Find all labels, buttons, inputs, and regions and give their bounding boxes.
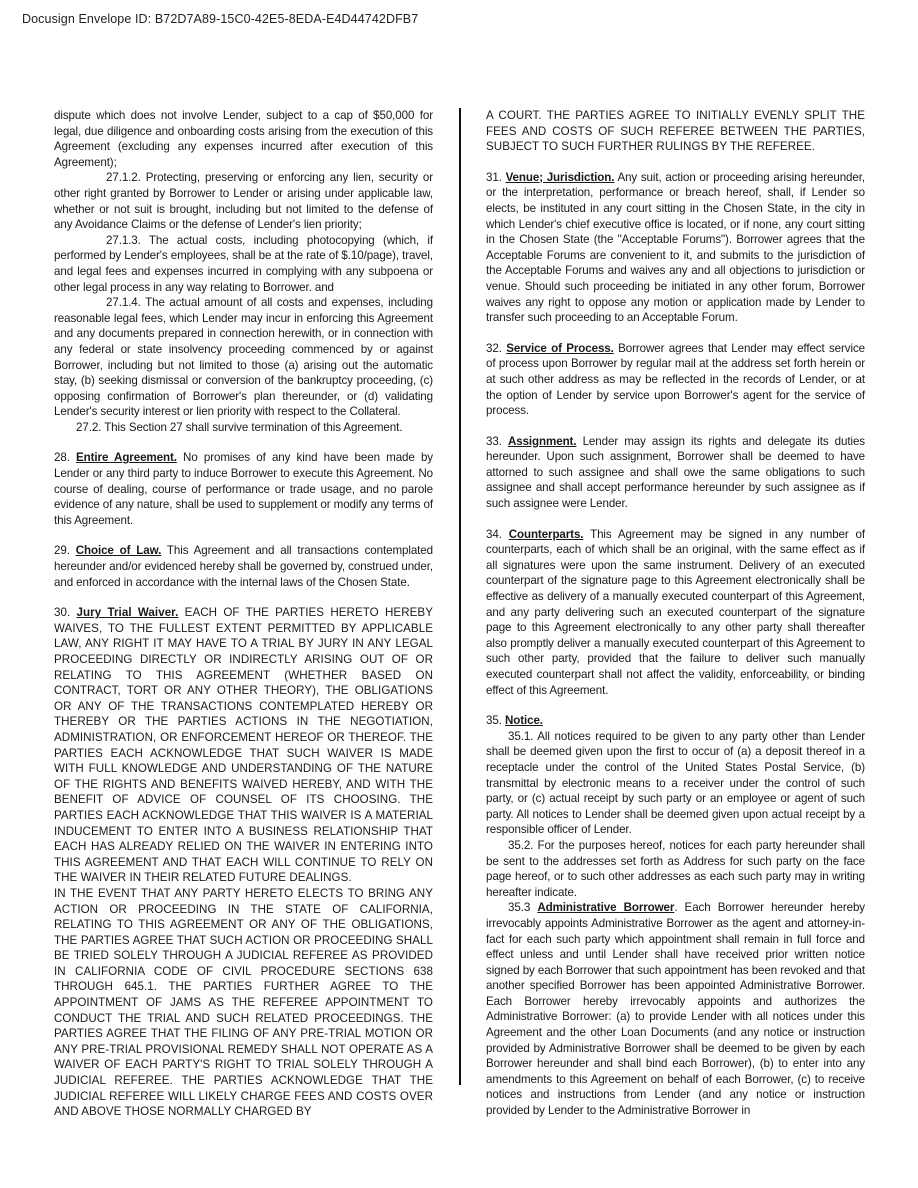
section-number: 35. xyxy=(486,714,502,728)
section-body: Lender may assign its rights and delegate its duties hereunder. Upon such assignment, Borrower shall be deemed to have attorned to such assignee and shall owe the same obligations to such assignee and shall accept performance hereunder by such assignee as if such assignee were Lender. xyxy=(486,434,866,511)
section-body: This Agreement may be signed in any number of counterparts, each of which shall be an original, with the same effect as if all signatures were upon the same instrument. Delivery of an executed counterpart of the signature page to this Agreement electronically shall be effective as delivery of a manually executed counterpart of this Agreement, and any party delivering such an executed counterpart of the signature page to this Agreement electronically to any other party shall thereafter also promptly deliver a manually executed counterpart of this Agreement to such other party, provided that the failure to deliver such manually executed counterpart shall not affect the validity, enforceability, or binding effect of this Agreement. xyxy=(486,527,865,697)
section-heading: Choice of Law. xyxy=(75,544,162,558)
paragraph-27-1-4: 27.1.4. The actual amount of all costs and expenses, including reasonable legal fees, which Lender may incur in enforcing this Agreement and any documents prepared in connection herewith, or in connection with any federal or state insolvency proceeding commenced by or against Borrower, including but not limited to those (a) arising out the automatic stay, (b) seeking dismissal or conversion of the bankruptcy proceeding, (c) opposing confirmation of Borrower's plan thereunder, or (d) validating Lender's security interest or lien priority with respect to the Collateral. xyxy=(54,296,433,419)
section-heading: Service of Process. xyxy=(506,341,614,355)
section-heading: Notice. xyxy=(504,714,543,728)
section-28 xyxy=(54,450,433,528)
section-heading: Venue; Jurisdiction. xyxy=(505,170,615,184)
section-32 xyxy=(486,341,865,419)
section-heading: Counterparts. xyxy=(508,527,584,541)
section-heading: Jury Trial Waiver. xyxy=(76,606,179,620)
paragraph-35-3 xyxy=(486,900,865,1118)
section-number: 28. xyxy=(54,451,70,465)
paragraph-27-1-2: 27.1.2. Protecting, preserving or enforcing any lien, security or other right granted by Borrower to Lender or arising under applicable law, whether or not suit is brought, including but not limited to the defense of any Avoidance Claims or the defense of Lender's lien priority; xyxy=(54,171,433,232)
paragraph-27-1-3: 27.1.3. The actual costs, including photocopying (which, if performed by Lender's employees, shall be at the rate of $.10/page), travel, and legal fees and expenses incurred in complying with any subpoena or other legal process in any way relating to Borrower. and xyxy=(54,233,433,294)
section-number: 30. xyxy=(54,606,71,620)
section-body: EACH OF THE PARTIES HERETO HEREBY WAIVES, TO THE FULLEST EXTENT PERMITTED BY APPLICABLE LAW, ANY RIGHT IT MAY HAVE TO A TRIAL BY JURY IN ANY LEGAL PROCEEDING DIRECTLY OR INDIRECTLY ARISING OUT OF OR RELATING TO THIS AGREEMENT (WHETHER BASED ON CONTRACT, TORT OR ANY OTHER THEORY), THE OBLIGATIONS OR ANY OF THE TRANSACTIONS CONTEMPLATED HEREBY OR THEREBY OR THE PARTIES ACTIONS IN THE NEGOTIATION, ADMINISTRATION, OR ENFORCEMENT HEREOF OR THEREOF. THE PARTIES EACH ACKNOWLEDGE THAT SUCH WAIVER IS MADE WITH FULL KNOWLEDGE AND UNDERSTANDING OF THE NATURE OF THE RIGHTS AND BENEFITS WAIVED HEREBY, AND WITH THE BENEFIT OF ADVICE OF COUNSEL OF ITS CHOOSING. THE PARTIES EACH ACKNOWLEDGE THAT THIS WAIVER IS A MATERIAL INDUCEMENT TO ENTER INTO A BUSINESS RELATIONSHIP THAT EACH HAS ALREADY RELIED ON THE WAIVER IN ENTERING INTO THIS AGREEMENT AND THAT EACH WILL CONTINUE TO RELY ON THE WAIVER IN THEIR RELATED FUTURE DEALINGS. xyxy=(54,606,433,885)
section-34 xyxy=(486,527,865,699)
section-number: 31. xyxy=(486,170,502,184)
section-heading: Entire Agreement. xyxy=(76,451,177,465)
section-33 xyxy=(486,434,865,512)
paragraph-27-1-1-cont: dispute which does not involve Lender, subject to a cap of $50,000 for legal, due diligence and onboarding costs arising from the execution of this Agreement (excluding any expenses incurred after execution of this Agreement); xyxy=(54,109,433,169)
section-number: 32. xyxy=(486,341,502,355)
section-number: 35.3 xyxy=(508,901,531,915)
section-29 xyxy=(54,543,433,590)
section-body: Borrower agrees that Lender may effect service of process upon Borrower by regular mail at the address set forth herein or at such other address as may be reflected in the records of Lender, or at the option of Lender by service upon Borrower's agent for the service of process. xyxy=(486,341,866,418)
paragraph-27-2: 27.2. This Section 27 shall survive termination of this Agreement. xyxy=(76,420,403,434)
right-column xyxy=(486,108,865,1119)
column-divider xyxy=(459,108,461,1085)
section-30-tail: A COURT. THE PARTIES AGREE TO INITIALLY EVENLY SPLIT THE FEES AND COSTS OF SUCH REFEREE BETWEEN THE PARTIES, SUBJECT TO SUCH FURTHER RULINGS BY THE REFEREE. xyxy=(486,109,865,154)
section-number: 34. xyxy=(486,527,502,541)
section-number: 29. xyxy=(54,544,70,558)
section-31 xyxy=(486,170,865,326)
section-body: . Each Borrower hereunder hereby irrevocably appoints Administrative Borrower as the agent and attorney-in-fact for each such party which appointment shall remain in full force and effect unless and until Lender shall have received prior written notice signed by each Borrower that such appointment has been revoked and that another specified Borrower has been appointed Administrative Borrower. Each Borrower hereby irrevocably appoints and authorizes the Administrative Borrower: (a) to provide Lender with all notices under this Agreement and the other Loan Documents (and any notice or instruction provided by Administrative Borrower shall be deemed to be given by each Borrower hereunder and shall bind each Borrower), (b) to enter into any amendments to this Agreement on behalf of each Borrower, (c) to receive notices and instructions from Lender (and any notice or instruction provided by Lender to the Administrative Borrower in xyxy=(486,901,866,1118)
section-body: Any suit, action or proceeding arising hereunder, or the interpretation, performance or breach hereof, shall, if Lender so elects, be instituted in any court sitting in the Chosen State, in the city in which Lender's chief executive office is located, or if none, any court sitting in the Chosen State (the "Acceptable Forums"). Borrower agrees that the Acceptable Forums are convenient to it, and submits to the jurisdiction of the Acceptable Forums and waives any and all objections to jurisdiction or venue. Should such proceeding be initiated in any other forum, Borrower waives any right to oppose any motion or application made by Lender to transfer such proceeding to an Acceptable Forum. xyxy=(486,170,865,325)
section-30 xyxy=(54,605,433,886)
left-column xyxy=(54,108,433,1120)
envelope-id: Docusign Envelope ID: B72D7A89-15C0-42E5-8EDA-E4D44742DFB7 xyxy=(22,12,419,26)
section-heading: Assignment. xyxy=(507,434,577,448)
section-number: 33. xyxy=(486,434,502,448)
section-heading: Administrative Borrower xyxy=(537,901,675,915)
paragraph-35-1: 35.1. All notices required to be given to any party other than Lender shall be deemed given upon the first to occur of (a) a deposit thereof in a receptacle under the control of the United States Postal Service, (b) transmittal by electronic means to a receiver under the control of such party, or (c) actual receipt by such party or an employee or agent of such party. All notices to Lender shall be deemed given upon actual receipt by a responsible officer of Lender. xyxy=(486,729,865,837)
section-30-continuation: IN THE EVENT THAT ANY PARTY HERETO ELECTS TO BRING ANY ACTION OR PROCEEDING IN THE STATE OF CALIFORNIA, RELATING TO THIS AGREEMENT OR ANY OF THE OBLIGATIONS, THE PARTIES AGREE THAT SUCH ACTION OR PROCEEDING SHALL BE TRIED SOLELY THROUGH A JUDICIAL REFEREE AS PROVIDED IN CALIFORNIA CODE OF CIVIL PROCEDURE SECTIONS 638 THROUGH 645.1. THE PARTIES FURTHER AGREE TO THE APPOINTMENT OF JAMS AS THE REFEREE APPOINTMENT TO CONDUCT THE TRIAL AND SUCH RELATED PROCEEDINGS. THE PARTIES AGREE THAT THE FILING OF ANY PRE-TRIAL MOTION OR ANY PRE-TRIAL PROVISIONAL REMEDY SHALL NOT OPERATE AS A WAIVER OF EACH PARTY'S RIGHT TO TRIAL SOLELY THROUGH A JUDICIAL REFEREE. THE PARTIES ACKNOWLEDGE THAT THE JUDICIAL REFEREE WILL LIKELY CHARGE FEES AND COSTS OVER AND ABOVE THOSE NORMALLY CHARGED BY xyxy=(54,886,433,1119)
section-body: No promises of any kind have been made by Lender or any third party to induce Borrower to execute this Agreement. No course of dealing, course of performance or trade usage, and no parole evidence of any nature, shall be used to supplement or modify any terms of this Agreement. xyxy=(54,451,433,527)
section-body: This Agreement and all transactions contemplated hereunder and/or evidenced hereby shall be governed by, construed under, and enforced in accordance with the internal laws of the Chosen State. xyxy=(54,544,434,589)
paragraph-35-2: 35.2. For the purposes hereof, notices for each party hereunder shall be sent to the addresses set forth as Address for such party on the face page hereof, or to such other addresses as each such party may in writing hereafter indicate. xyxy=(486,838,865,899)
section-35 xyxy=(486,713,865,729)
